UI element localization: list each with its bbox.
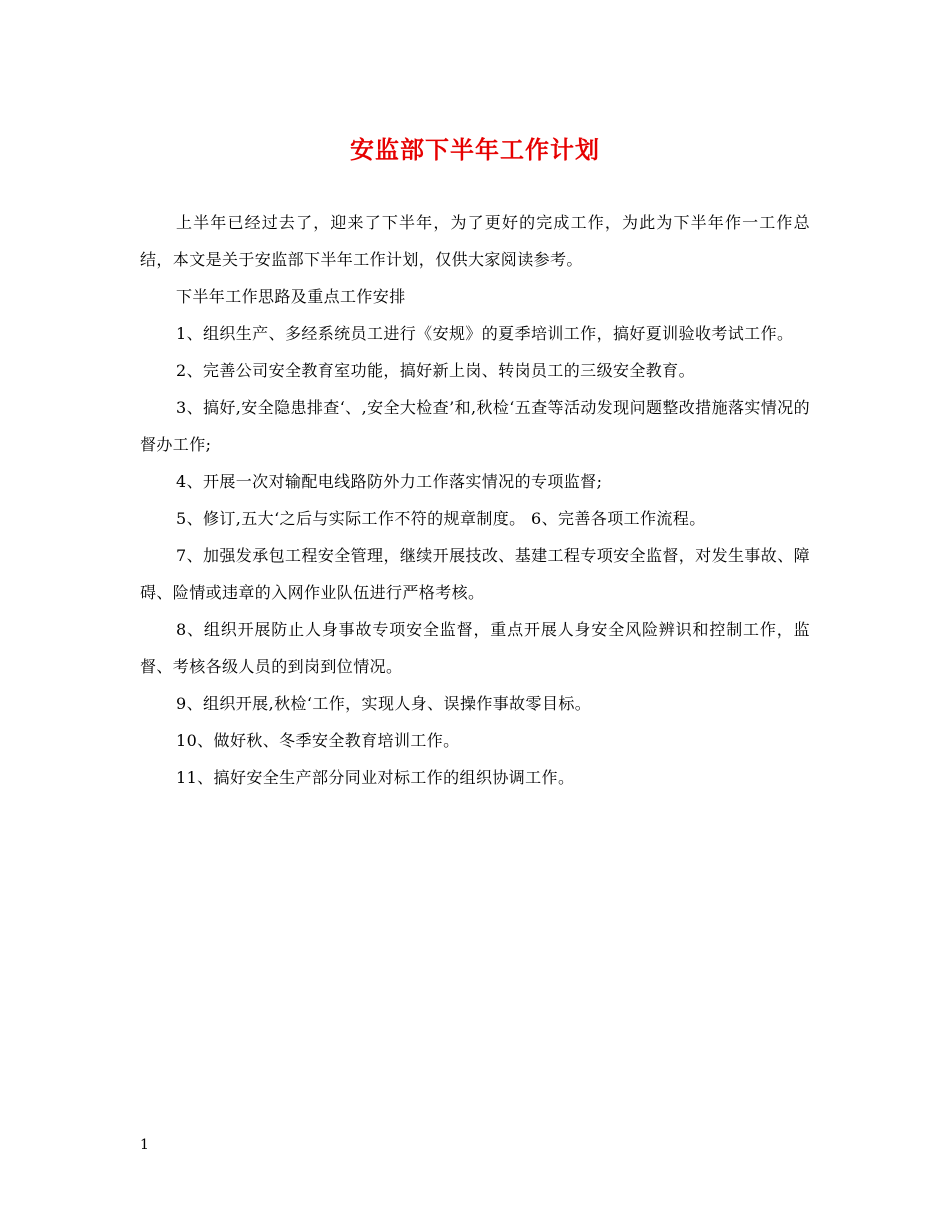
document-title: 安监部下半年工作计划: [350, 135, 600, 164]
paragraph-item-7: 7、加强发承包工程安全管理，继续开展技改、基建工程专项安全监督，对发生事故、障碍、险情或违章的入网作业队伍进行严格考核。: [140, 546, 810, 602]
paragraph-item-2: 2、完善公司安全教育室功能，搞好新上岗、转岗员工的三级安全教育。: [176, 361, 695, 380]
paragraph-item-3: 3、搞好,安全隐患排查‘、,安全大检查’和,秋检‘五查等活动发现问题整改措施落实情况的督办工作;: [140, 398, 810, 454]
paragraph-item-9: 9、组织开展,秋检‘工作，实现人身、误操作事故零目标。: [176, 694, 592, 713]
paragraph-item-8: 8、组织开展防止人身事故专项安全监督，重点开展人身安全风险辨识和控制工作，监督、考核各级人员的到岗到位情况。: [140, 620, 810, 676]
paragraph-item-11: 11、搞好安全生产部分同业对标工作的组织协调工作。: [176, 768, 575, 787]
paragraph-item-4: 4、开展一次对输配电线路防外力工作落实情况的专项监督;: [176, 472, 603, 491]
paragraph-section-heading: 下半年工作思路及重点工作安排: [176, 287, 406, 306]
page-number: 1: [140, 1137, 149, 1153]
paragraph-item-1: 1、组织生产、多经系统员工进行《安规》的夏季培训工作，搞好夏训验收考试工作。: [176, 324, 794, 343]
paragraph-item-10: 10、做好秋、冬季安全教育培训工作。: [176, 731, 460, 750]
paragraph-item-5-6: 5、修订,五大‘之后与实际工作不符的规章制度。 6、完善各项工作流程。: [176, 509, 706, 528]
paragraph-intro: 上半年已经过去了，迎来了下半年，为了更好的完成工作，为此为下半年作一工作总结，本文是关于安监部下半年工作计划，仅供大家阅读参考。: [140, 213, 810, 269]
document-body: [140, 204, 810, 796]
